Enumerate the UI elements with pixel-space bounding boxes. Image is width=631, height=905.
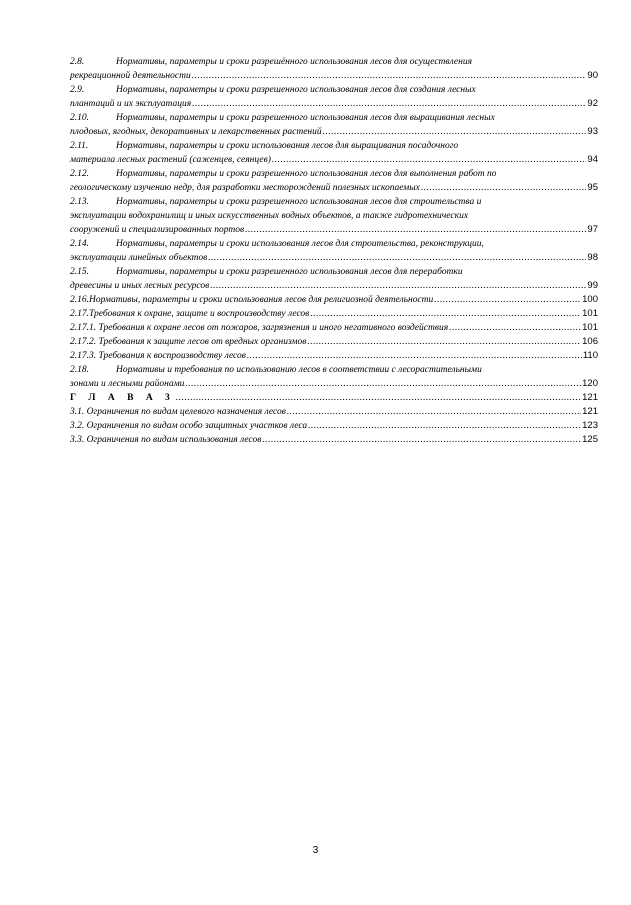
- toc-entry-title: Нормативы, параметры и сроки разрешенного использования лесов для выполнения работ по: [116, 169, 497, 179]
- toc-entry[interactable]: [70, 321, 598, 335]
- toc-entry[interactable]: [70, 307, 598, 321]
- toc-entry-title: Требования к охране, защите и воспроизводству лесов: [89, 309, 310, 319]
- toc-entry-number: 2.10.: [70, 113, 89, 123]
- toc-entry-title: 3.1. Ограничения по видам целевого назначения лесов: [70, 407, 286, 417]
- toc-entry-number: 2.18.: [70, 365, 89, 375]
- toc-entry[interactable]: [70, 391, 598, 405]
- toc-entry[interactable]: [70, 195, 598, 237]
- toc-page-number: 125: [582, 434, 598, 445]
- page-number: 3: [312, 845, 319, 856]
- toc-entry-title: Нормативы, параметры и сроки разрешенного использования лесов для выращивания лесных: [116, 113, 495, 123]
- toc-page-number: 121: [582, 392, 598, 403]
- toc-page-number: 97: [587, 224, 598, 235]
- toc-entry-number: 2.17.: [70, 309, 89, 319]
- toc-entry[interactable]: [70, 293, 598, 307]
- dot-leader: [434, 293, 581, 307]
- toc-page-number: 92: [587, 98, 598, 109]
- toc-entry-title: геологическому изучению недр, для разработки месторождений полезных ископаемых: [70, 183, 420, 193]
- toc-page-number: 110: [582, 350, 598, 361]
- dot-leader: [307, 335, 581, 349]
- toc-entry[interactable]: [70, 433, 598, 447]
- toc-entry-title: Нормативы, параметры и сроки использования лесов для строительства, реконструкции,: [116, 239, 484, 249]
- toc-entry-title: Нормативы, параметры и сроки разрешенного использования лесов для переработки: [116, 267, 463, 277]
- dot-leader: [208, 251, 586, 265]
- toc-entry-title: материала лесных растений (саженцев, сеянцев): [70, 155, 271, 165]
- toc-page-number: 120: [582, 378, 598, 389]
- toc-entry-title: 2.17.1. Требования к охране лесов от пожаров, загрязнения и иного негативного воздействия: [70, 323, 449, 333]
- toc-entry[interactable]: [70, 363, 598, 391]
- toc-entry-title: 3.3. Ограничения по видам использования лесов: [70, 435, 262, 445]
- toc-entry-title: Нормативы, параметры и сроки разрешенного использования лесов для строительства и: [116, 197, 482, 207]
- toc-entry-title: древесины и иных лесных ресурсов: [70, 281, 210, 291]
- toc-entry-title: 3.2. Ограничения по видам особо защитных участков леса: [70, 421, 308, 431]
- toc-entry-title: Нормативы, параметры и сроки разрешенного использования лесов для создания лесных: [116, 85, 476, 95]
- toc-entry[interactable]: [70, 139, 598, 167]
- dot-leader: [176, 391, 581, 405]
- dot-leader: [247, 349, 582, 363]
- dot-leader: [323, 125, 587, 139]
- toc-entry-title: Нормативы, параметры и сроки использования лесов для выращивания посадочного: [116, 141, 459, 151]
- toc-entry-title: сооружений и специализированных портов: [70, 225, 245, 235]
- toc-entry-number: 2.12.: [70, 169, 89, 179]
- toc-entry-title: плодовых, ягодных, декоративных и лекарственных растений: [70, 127, 322, 137]
- toc-entry-title: Нормативы, параметры и сроки разрешённого использования лесов для осуществления: [116, 57, 472, 67]
- toc-entry-title: 2.17.3. Требования к воспроизводству лесов: [70, 351, 246, 361]
- toc-page-number: 106: [582, 336, 598, 347]
- dot-leader: [192, 69, 587, 83]
- toc-entry[interactable]: [70, 83, 598, 111]
- dot-leader: [310, 307, 581, 321]
- toc-entry-title: эксплуатации линейных объектов: [70, 253, 208, 263]
- toc-entry-number: 2.8.: [70, 57, 85, 67]
- toc-entry[interactable]: [70, 55, 598, 83]
- dot-leader: [449, 321, 581, 335]
- toc-entry-number: 2.11.: [70, 141, 89, 151]
- toc-entry-title: рекреационной деятельности: [70, 71, 191, 81]
- dot-leader: [262, 433, 581, 447]
- toc-entry-title: плантаций и их эксплуатация: [70, 99, 192, 109]
- toc-page-number: 100: [582, 294, 598, 305]
- toc-page-number: 121: [582, 406, 598, 417]
- toc-entry[interactable]: [70, 111, 598, 139]
- toc-page-number: 123: [582, 420, 598, 431]
- dot-leader: [287, 405, 581, 419]
- dot-leader: [192, 97, 586, 111]
- toc-entry[interactable]: [70, 167, 598, 195]
- toc-entry[interactable]: [70, 349, 598, 363]
- dot-leader: [308, 419, 581, 433]
- toc-page-number: 90: [587, 70, 598, 81]
- toc-page-number: 101: [582, 308, 598, 319]
- toc-page-number: 99: [587, 280, 598, 291]
- toc-entry-number: 2.13.: [70, 197, 89, 207]
- toc-entry-title: 2.17.2. Требования к защите лесов от вредных организмов: [70, 337, 307, 347]
- dot-leader: [272, 153, 587, 167]
- dot-leader: [245, 223, 586, 237]
- toc-entry-title: Нормативы, параметры и сроки использования лесов для религиозной деятельности: [89, 295, 434, 305]
- dot-leader: [185, 377, 581, 391]
- toc-page-number: 93: [587, 126, 598, 137]
- toc-entry-number: 2.14.: [70, 239, 89, 249]
- toc-entry[interactable]: [70, 265, 598, 293]
- toc-page-number: 95: [587, 182, 598, 193]
- toc-page-number: 98: [587, 252, 598, 263]
- table-of-contents: [70, 55, 598, 447]
- toc-page-number: 101: [582, 322, 598, 333]
- toc-entry-number: 2.9.: [70, 85, 85, 95]
- toc-entry-number: 2.15.: [70, 267, 89, 277]
- chapter-heading: Г Л А В А 3: [70, 393, 175, 403]
- dot-leader: [210, 279, 586, 293]
- toc-entry-title: Нормативы и требования по использованию лесов в соответствии с лесорастительными: [116, 365, 482, 375]
- toc-entry[interactable]: [70, 335, 598, 349]
- toc-entry[interactable]: [70, 405, 598, 419]
- toc-entry-number: 2.16.: [70, 295, 89, 305]
- toc-page-number: 94: [587, 154, 598, 165]
- toc-entry[interactable]: [70, 237, 598, 265]
- dot-leader: [421, 181, 587, 195]
- toc-entry-title: зонами и лесными районами: [70, 379, 185, 389]
- toc-entry[interactable]: [70, 419, 598, 433]
- toc-entry-title: эксплуатации водохранилищ и иных искусственных водных объектов, а также гидротехнических: [70, 211, 469, 221]
